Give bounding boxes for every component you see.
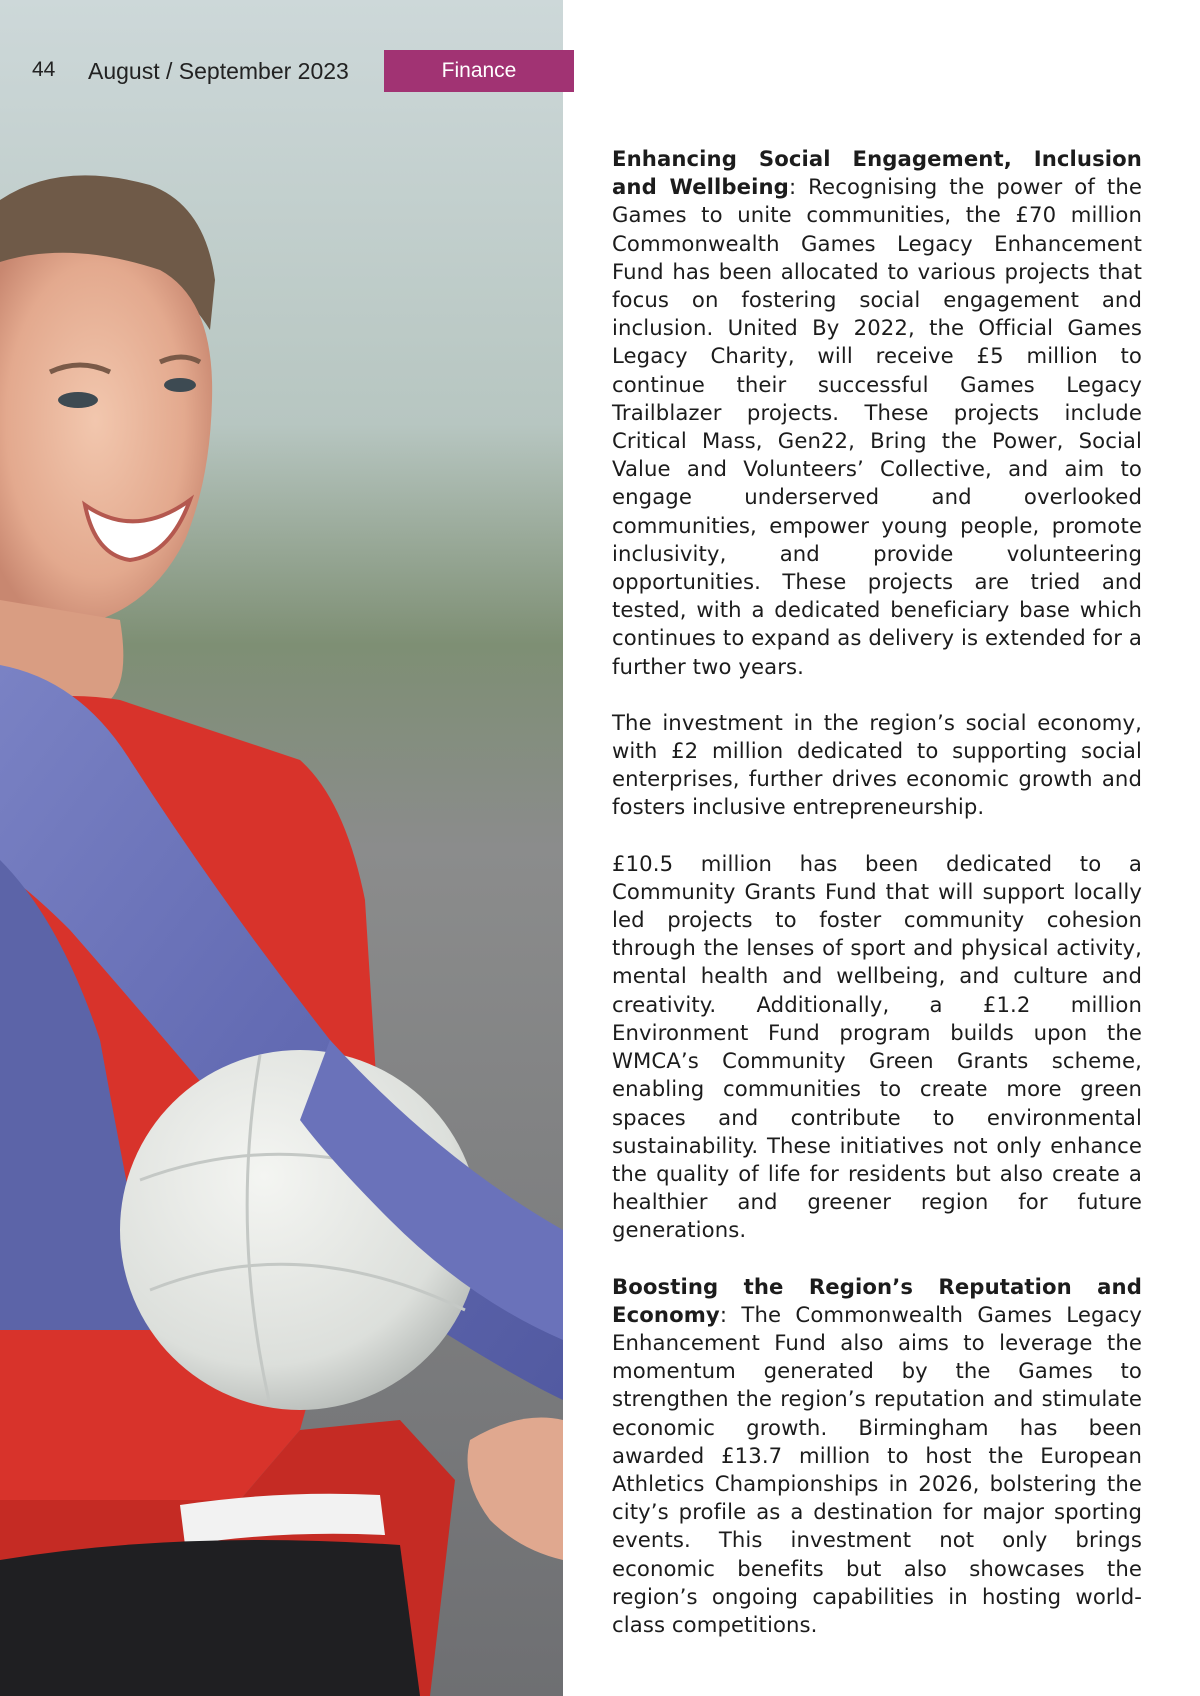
article-paragraph-1 — [612, 145, 1142, 681]
paragraph-heading: Enhancing Social Engagement, Inclusion and Wellbeing — [612, 146, 1142, 200]
issue-date: August / September 2023 — [88, 58, 349, 84]
paragraph-heading: Boosting the Region’s Reputation and Economy — [612, 1273, 1142, 1327]
article-paragraph-2 — [612, 709, 1142, 822]
paragraph-text: : The Commonwealth Games Legacy Enhancement Fund also aims to leverage the momentum generated by the Games to strengthen the region’s reputation and stimulate economic growth. Birmingham has been awarded £13.7 million to host the European Athletics Championships in 2026, bolstering the city’s profile as a destination for major sporting events. This investment not only brings economic benefits but also showcases the region’s ongoing capabilities in hosting world-class competitions. — [612, 1301, 1142, 1637]
article-paragraph-4 — [612, 1273, 1142, 1640]
article-paragraph-3 — [612, 850, 1142, 1245]
hero-photo — [0, 0, 563, 1696]
paragraph-text: £10.5 million has been dedicated to a Community Grants Fund that will support locally led projects to foster community cohesion through the lenses of sport and physical activity, mental health and wellbeing, and culture and creativity. Additionally, a £1.2 million Environment Fund program builds upon the WMCA’s Community Green Grants scheme, enabling communities to create more green spaces and contribute to environmental sustainability. These initiatives not only enhance the quality of life for residents but also create a healthier and greener region for future generations. — [612, 850, 1142, 1243]
page-number: 44 — [32, 58, 56, 81]
paragraph-text: : Recognising the power of the Games to unite communities, the £70 million Commonwealth Games Legacy Enhancement Fund has been allocated to various projects that focus on fostering social engagement and inclusion. United By 2022, the Official Games Legacy Charity, will receive £5 million to continue their successful Games Legacy Trailblazer projects. These projects include Critical Mass, Gen22, Bring the Power, Social Value and Volunteers’ Collective, and aim to engage underserved and overlooked communities, empower young people, promote inclusivity, and provide volunteering opportunities. These projects are tried and tested, with a dedicated beneficiary base which continues to expand as delivery is extended for a further two years. — [612, 174, 1142, 679]
netball-player-illustration — [0, 0, 563, 1696]
paragraph-text: The investment in the region’s social economy, with £2 million dedicated to supporting social enterprises, further drives economic growth and fosters inclusive entrepreneurship. — [612, 709, 1142, 820]
section-tab-finance: Finance — [384, 50, 574, 92]
article-body — [612, 145, 1142, 1667]
